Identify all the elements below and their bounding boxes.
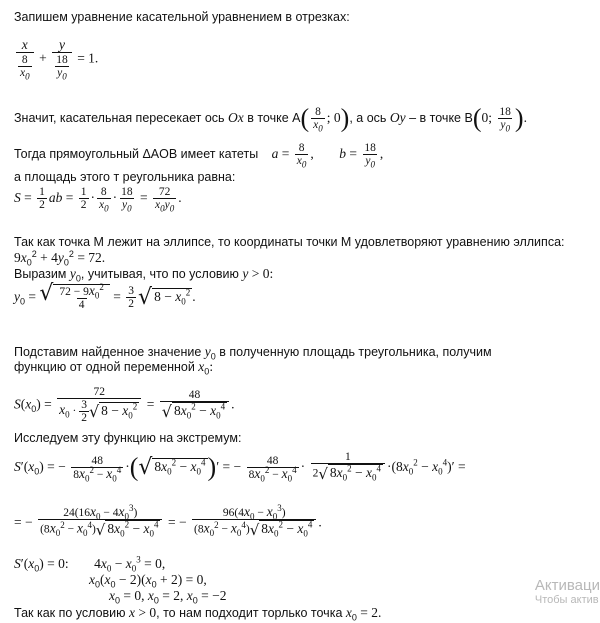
formula-s-of-x0: $S(x_0)$ = 72 $x_0$ · $\frac{3}{2}$ √ $8 - x_0^2$ = 48 √ $8x_0^2 - x_0^4$ . bbox=[14, 386, 235, 424]
formula-derivative-2: = − $24(16x_0 - 4x_0^3)$ $(8x_0^2 - x_0^4)$ √ $8x_0^2 - x_0^4$ = − $96(4x_0 - x_0^3)$ $(8x_0^2 - x_0^4)$ √ $8x_0^2 - x_0^4$ . bbox=[14, 503, 322, 539]
text-intersections: Значит, касательная пересекает ось Ox в точке A( $\frac{8}{x_0}$ ; 0), а ось Oy – в точке B(0; $\frac{18}{y_0}$ ). bbox=[14, 103, 527, 134]
text-ellipse: Так как точка M лежит на эллипсе, то координаты точки M удовлетворяют уравнению эллипса: bbox=[14, 235, 565, 249]
formula-zero-2: $x_0(x_0 - 2)(x_0 + 2) = 0$, bbox=[89, 572, 207, 590]
text-substitute: Подставим найденное значение $y_0$ в полученную площадь треугольника, получим bbox=[14, 344, 492, 362]
formula-roots: $x_0 = 0$, $x_0 = 2$, $x_0 = -2$ bbox=[109, 588, 227, 606]
text-express: Выразим $y_0$, учитывая, что по условию y > 0: bbox=[14, 266, 274, 284]
formula-tangent-intercept: $\frac{x}{\frac{8}{x_0}}$ + $\frac{y}{\frac{18}{y_0}}$ = 1. bbox=[14, 38, 98, 80]
text-conclusion: Так как по условию x > 0, то нам подходит торлько точка $x_0 = 2$. bbox=[14, 605, 382, 623]
watermark-line-2: Чтобы актив bbox=[534, 594, 599, 606]
formula-y0: $y_0$ = √ $\frac{72 - 9x_0^2}{4}$ = $\frac{3}{2}$ √ $8 - x_0^2$ . bbox=[14, 281, 196, 311]
formula-area: S = $\frac{1}{2}$ ab = $\frac{1}{2}$ · $\frac{8}{x_0}$ · $\frac{18}{y_0}$ = $\frac{72}{x_0y_0}$ . bbox=[14, 186, 182, 214]
activation-watermark bbox=[535, 577, 600, 607]
text-intro: Запишем уравнение касательной уравнением в отрезках: bbox=[14, 10, 350, 24]
formula-derivative-1: $S'(x_0)$ = − $\frac{48}{8x_0^2 - x_0^4}$ ·( √ $8x_0^2 - x_0^4$ )′ = − $\frac{48}{8x_0^2 - x_0^4}$ · 1 2 √ $8x_0^2 - x_0^4$ $\cdot(8x_0^2 - x_0^4)'$ = bbox=[14, 451, 466, 483]
text-function: функцию от одной переменной $x_0$: bbox=[14, 359, 214, 377]
watermark-line-1: Активаци bbox=[534, 577, 600, 594]
formula-ellipse: $9x_0^2 + 4y_0^2 = 72$. bbox=[14, 248, 106, 268]
formula-zero-1: $S'(x_0) = 0$: $4x_0 - x_0^3 = 0$, bbox=[14, 554, 166, 574]
text-area: а площадь этого т реугольника равна: bbox=[14, 170, 236, 184]
text-extremum: Исследуем эту функцию на экстремум: bbox=[14, 431, 242, 445]
text-legs: Тогда прямоугольный ΔAOB имеет катеты a = $\frac{8}{x_0}$ , b = $\frac{18}{y_0}$ , bbox=[14, 142, 384, 170]
